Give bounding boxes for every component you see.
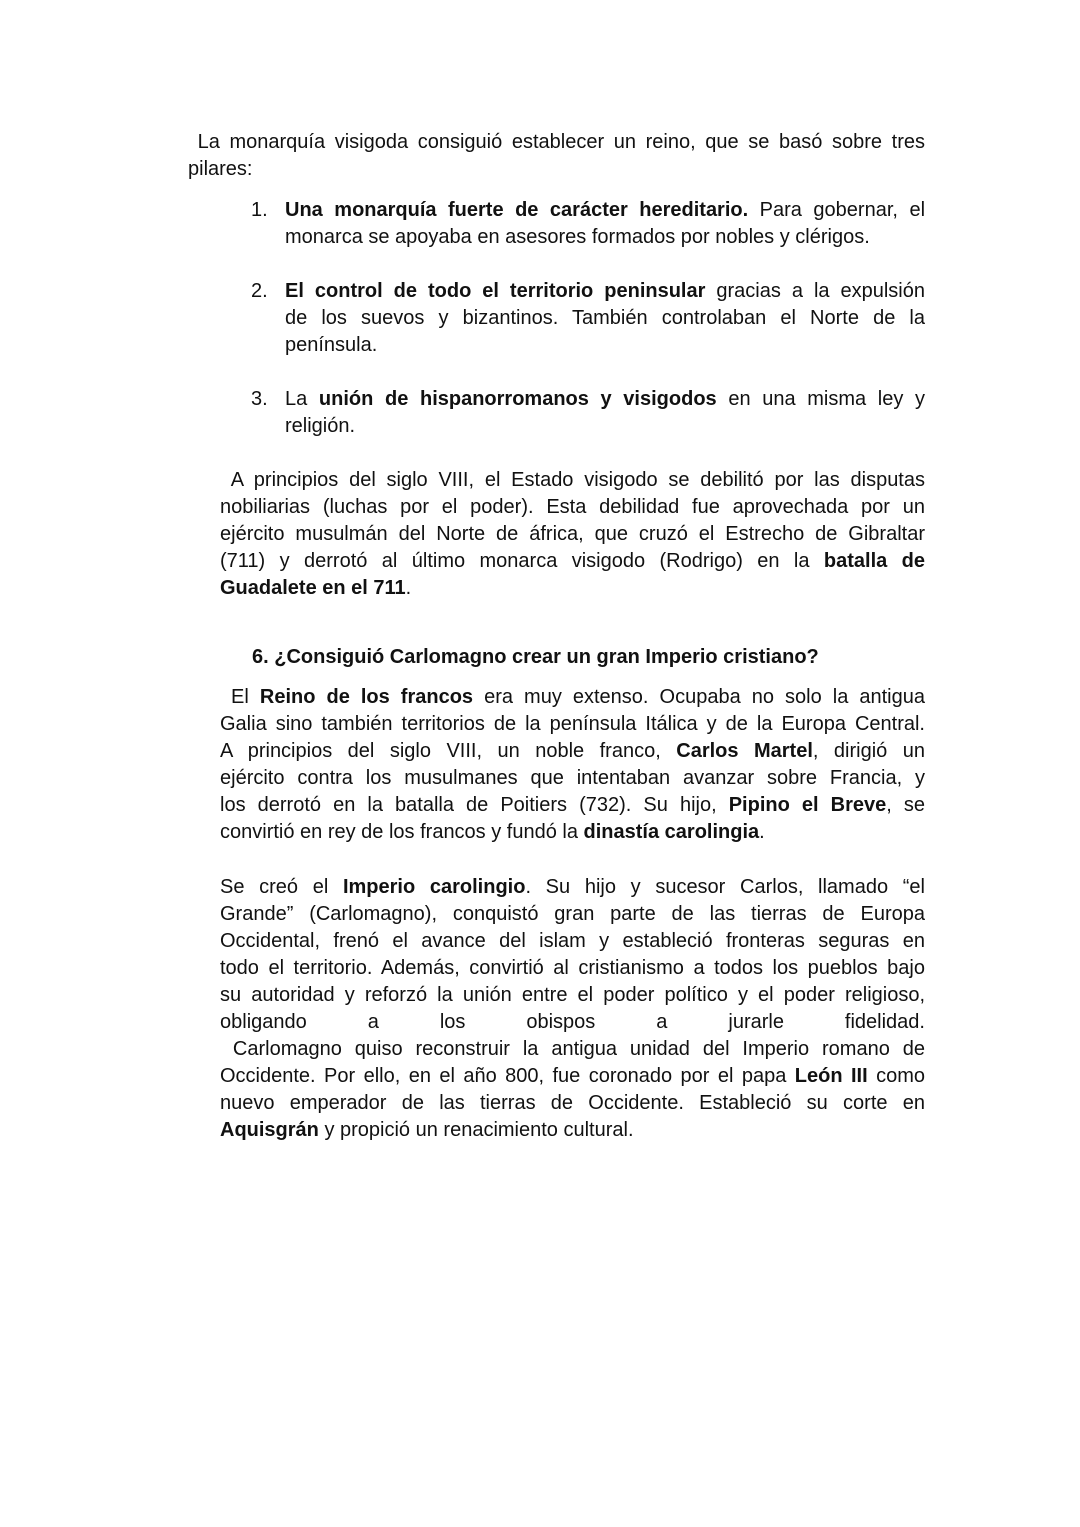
bold-text: Carlos Martel — [676, 740, 813, 762]
text: gracias a la expulsión — [705, 280, 925, 302]
text: Occidental, frenó el avance del islam y estableció fronteras seguras en — [220, 930, 925, 952]
text-line — [220, 901, 925, 928]
text: península. — [285, 334, 378, 356]
text: El — [220, 686, 260, 708]
text: Grande” (Carlomagno), conquistó gran parte de las tierras de Europa — [220, 903, 925, 925]
list-item-2 — [251, 278, 925, 359]
text: era muy extenso. Ocupaba no solo la antigua — [473, 686, 925, 708]
franks-paragraph — [220, 684, 925, 846]
bold-text: unión de hispanorromanos y visigodos — [318, 388, 717, 410]
text-line — [220, 928, 925, 955]
text-line — [220, 467, 925, 494]
list-item-1 — [251, 197, 926, 251]
list-item-3 — [251, 386, 925, 440]
bold-text: Pipino el Breve — [728, 794, 887, 816]
text: pilares: — [188, 158, 253, 180]
text-line — [220, 819, 925, 846]
bold-text: Reino de los francos — [259, 686, 474, 708]
text-line — [220, 1009, 925, 1036]
text: Galia sino también territorios de la península Itálica y de la Europa Central. — [220, 713, 925, 735]
text-line — [285, 332, 925, 359]
text-line — [220, 1117, 925, 1144]
text: nuevo emperador de las tierras de Occidente. Estableció su corte en — [220, 1092, 925, 1114]
text: A principios del siglo VIII, el Estado visigodo se debilitó por las disputas — [220, 469, 925, 491]
text-line — [220, 982, 925, 1009]
section-heading — [252, 644, 932, 671]
text: los derrotó en la batalla de Poitiers (732). Su hijo, — [220, 794, 729, 816]
text: como — [867, 1065, 926, 1087]
text-line — [220, 521, 925, 548]
text: A principios del siglo VIII, un noble franco, — [220, 740, 677, 762]
text-line — [220, 738, 925, 765]
text: religión. — [285, 415, 356, 437]
text: monarca se apoyaba en asesores formados por nobles y clérigos. — [285, 226, 870, 248]
text-line — [220, 575, 925, 602]
text-line — [285, 224, 925, 251]
text: La monarquía visigoda consiguió establecer un reino, que se basó sobre tres — [188, 131, 925, 153]
text-line — [220, 1036, 925, 1063]
text-line — [220, 494, 925, 521]
text-line — [285, 413, 925, 440]
text-line — [188, 156, 925, 183]
bold-text: El control de todo el territorio peninsular — [285, 280, 706, 302]
text: en una misma ley y — [716, 388, 925, 410]
text: , se — [886, 794, 925, 816]
text-line — [220, 874, 925, 901]
text-line — [285, 305, 925, 332]
text: su autoridad y reforzó la unión entre el poder político y el poder religioso, — [220, 984, 925, 1006]
list-number: 3. — [251, 388, 268, 410]
list-number: 1. — [251, 199, 268, 221]
text-line — [220, 684, 925, 711]
text: nobiliarias (luchas por el poder). Esta debilidad fue aprovechada por un — [220, 496, 925, 518]
text-line — [252, 644, 932, 671]
text: La — [285, 388, 319, 410]
bold-text: Guadalete en el 711 — [220, 577, 406, 599]
text: . — [405, 577, 412, 599]
text-line — [285, 386, 925, 413]
text-line — [220, 548, 925, 575]
text: y propició un renacimiento cultural. — [318, 1119, 634, 1141]
intro-paragraph — [188, 129, 925, 183]
text: ejército musulmán del Norte de áfrica, que cruzó el Estrecho de Gibraltar — [220, 523, 925, 545]
bold-text: batalla de — [823, 550, 925, 572]
text-line — [220, 792, 925, 819]
text: . — [759, 821, 765, 843]
text: . Su hijo y sucesor Carlos, llamado “el — [525, 876, 925, 898]
text: Se creó el — [220, 876, 343, 898]
text-line — [220, 955, 925, 982]
carolingian-paragraph — [220, 874, 925, 1144]
text: Occidente. Por ello, en el año 800, fue coronado por el papa — [220, 1065, 795, 1087]
list-number: 2. — [251, 280, 268, 302]
text-line — [220, 765, 925, 792]
text: de los suevos y bizantinos. También controlaban el Norte de la — [285, 307, 925, 329]
text-line — [188, 129, 925, 156]
text-line — [285, 278, 925, 305]
bold-text: Una monarquía fuerte de carácter hereditario. — [285, 199, 749, 221]
text: Carlomagno quiso reconstruir la antigua unidad del Imperio romano de — [220, 1038, 925, 1060]
text: convirtió en rey de los francos y fundó la — [220, 821, 584, 843]
bold-text: Imperio carolingio — [342, 876, 526, 898]
text: todo el territorio. Además, convirtió al cristianismo a todos los pueblos bajo — [220, 957, 925, 979]
bold-text: León III — [794, 1065, 868, 1087]
text-line — [220, 1063, 925, 1090]
text: obligando a los obispos a jurarle fidelidad. — [220, 1011, 925, 1033]
text-line — [220, 711, 925, 738]
text: , dirigió un — [812, 740, 926, 762]
visigoth-decline-paragraph — [220, 467, 925, 602]
bold-text: Aquisgrán — [220, 1119, 319, 1141]
text-line — [285, 197, 925, 224]
text-line — [220, 1090, 925, 1117]
text: 6. ¿Consiguió Carlomagno crear un gran Imperio cristiano? — [252, 646, 819, 668]
text: Para gobernar, el — [748, 199, 926, 221]
bold-text: dinastía carolingia — [583, 821, 760, 843]
text: (711) y derrotó al último monarca visigodo (Rodrigo) en la — [220, 550, 824, 572]
text: ejército contra los musulmanes que intentaban avanzar sobre Francia, y — [220, 767, 925, 789]
